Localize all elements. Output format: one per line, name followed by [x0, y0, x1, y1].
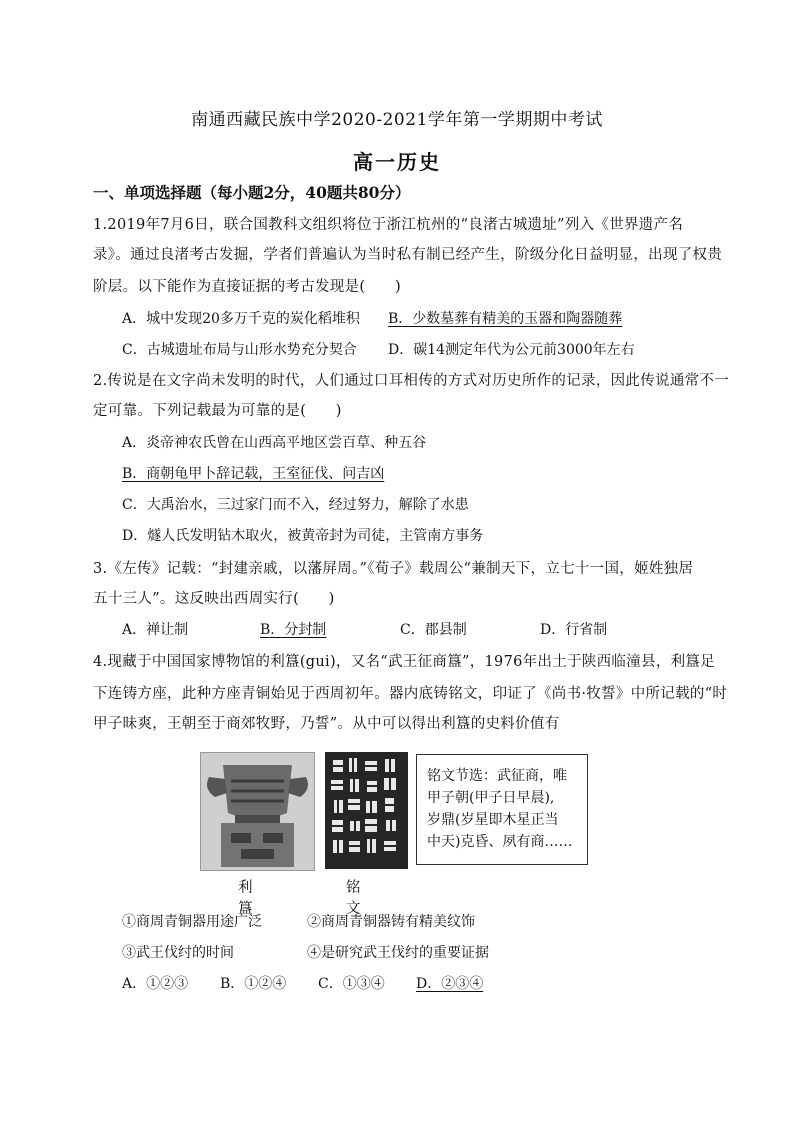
q2-line: 2.传说是在文字尚未发明的时代，人们通过口耳相传的方式对历史所作的记录，因此传说通常不一 — [93, 373, 730, 389]
q3-option-d: D．行省制 — [540, 622, 608, 638]
q4-statement: ③武王伐纣的时间 — [122, 945, 234, 961]
q2-line: 定可靠。下列记载最为可靠的是( ) — [93, 403, 342, 419]
q2-option-d: D．燧人氏发明钻木取火，被黄帝封为司徒，主管南方事务 — [122, 528, 484, 544]
q3-option-c: C．郡县制 — [400, 622, 467, 638]
excerpt-line: 甲子朝(甲子日早晨), — [427, 790, 555, 806]
q1-option-d: D．碳14测定年代为公元前3000年左右 — [388, 342, 635, 358]
q1-option-b-answer: B．少数墓葬有精美的玉器和陶器随葬 — [388, 311, 623, 327]
q1-line: 录》。通过良渚考古发掘，学者们普遍认为当时私有制已经产生，阶级分化日益明显，出现了权贵 — [93, 247, 723, 263]
q1-line: 1.2019年7月6日，联合国教科文组织将位于浙江杭州的“良渚古城遗址”列入《世界遗产名 — [93, 217, 684, 233]
q4-option-b: B．①②④ — [220, 976, 287, 992]
q3-line: 3.《左传》记载：“封建亲戚，以藩屏周。”《荀子》载周公“兼制天下，立七十一国，姬姓独居 — [93, 561, 694, 577]
q2-option-a: A．炎帝神农氏曾在山西高平地区尝百草、种五谷 — [122, 435, 427, 451]
caption-vessel: 利簋 — [238, 880, 253, 917]
inscription-image — [325, 752, 408, 869]
exam-title: 南通西藏民族中学2020-2021学年第一学期期中考试 — [191, 110, 603, 130]
q3-option-a: A．禅让制 — [122, 622, 189, 638]
caption-inscription: 铭文 — [346, 880, 361, 917]
q4-line: 甲子昧爽，王朝至于商郊牧野，乃誓”。从中可以得出利簋的史料价值有 — [93, 716, 560, 732]
q4-line: 下连铸方座，此种方座青铜始见于西周初年。器内底铸铭文，印证了《尚书·牧誓》中所记载的“时 — [93, 686, 728, 702]
excerpt-line: 岁鼎(岁星即木星正当 — [427, 812, 559, 828]
inscription-excerpt-box — [416, 754, 588, 865]
q1-option-a: A．城中发现20多万千克的炭化稻堆积 — [122, 311, 360, 327]
q4-statement: ①商周青铜器用途广泛 — [122, 914, 262, 930]
q4-statement: ④是研究武王伐纣的重要证据 — [307, 945, 489, 961]
excerpt-line: 中天)克昏、夙有商…… — [427, 834, 573, 850]
q4-option-c: C．①③④ — [318, 976, 385, 992]
subject-title: 高一历史 — [353, 150, 441, 174]
q2-option-c: C．大禹治水，三过家门而不入，经过努力，解除了水患 — [122, 497, 469, 513]
bronze-vessel-image — [200, 752, 315, 871]
q2-option-b-answer: B．商朝龟甲卜辞记载，王室征伐、问吉凶 — [122, 466, 385, 482]
q3-line: 五十三人”。这反映出西周实行( ) — [93, 591, 335, 607]
q4-option-a: A．①②③ — [122, 976, 189, 992]
q1-option-c: C．古城遗址布局与山形水势充分契合 — [122, 342, 357, 358]
q4-statement: ②商周青铜器铸有精美纹饰 — [307, 914, 475, 930]
q4-line: 4.现藏于中国国家博物馆的利簋(gui)，又名“武王征商簋”，1976年出土于陕西临潼县，利簋足 — [93, 654, 716, 670]
q3-option-b-answer: B．分封制 — [260, 622, 327, 638]
excerpt-line: 铭文节选：武征商，唯 — [427, 768, 567, 784]
section-heading: 一、单项选择题（每小题2分，40题共80分） — [93, 183, 411, 202]
q4-option-d-answer: D．②③④ — [416, 976, 484, 992]
q1-line: 阶层。以下能作为直接证据的考古发现是( ) — [93, 279, 401, 295]
